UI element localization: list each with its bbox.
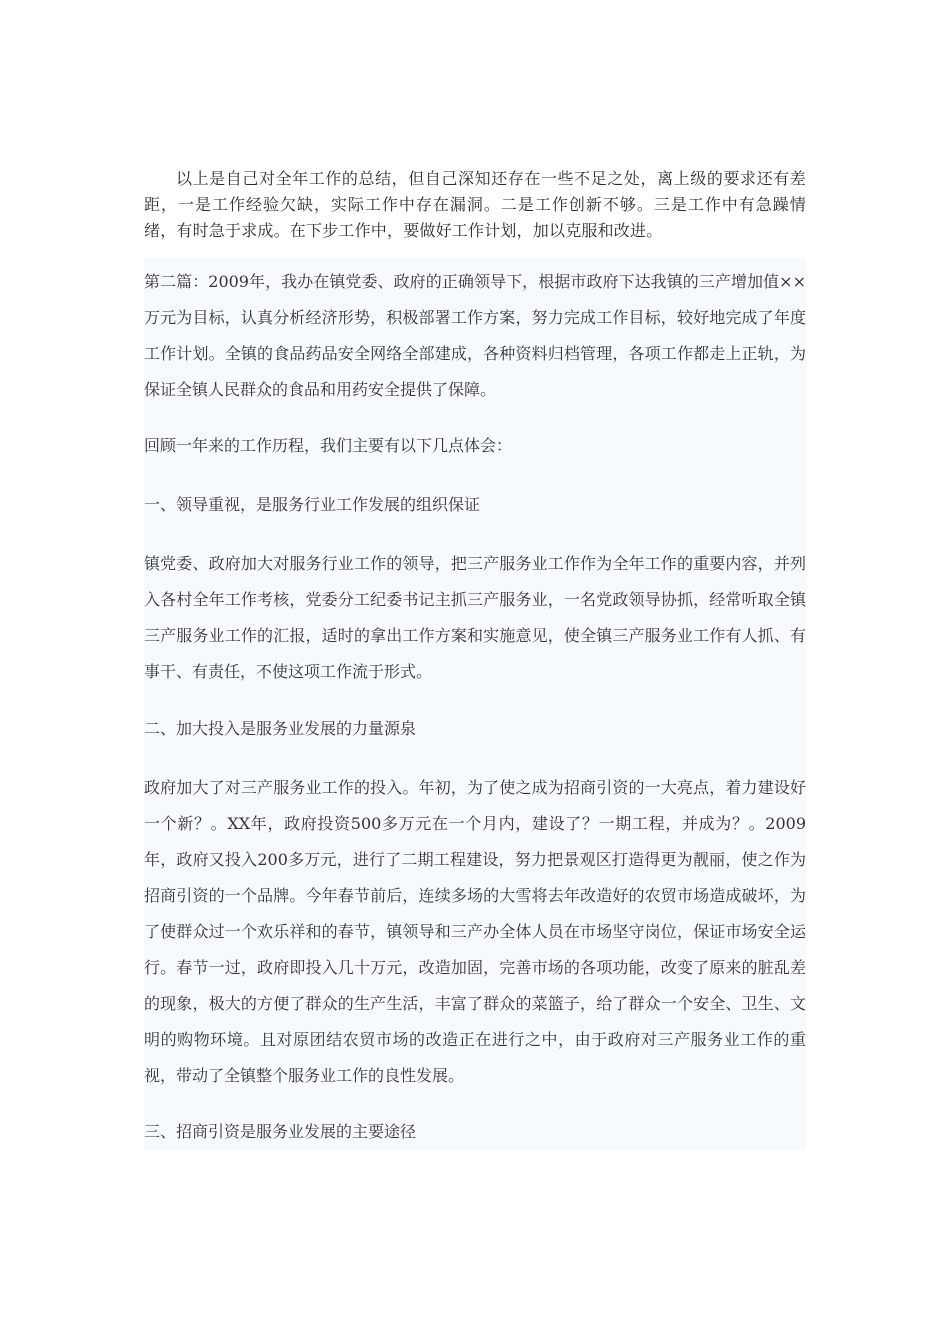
article-paragraph-reflection: 回顾一年来的工作历程，我们主要有以下几点体会： <box>144 436 513 455</box>
article-paragraph-section-2: 政府加大了对三产服务业工作的投入。年初，为了使之成为招商引资的一大亮点，着力建设好一个新？。XX年，政府投资500多万元在一个月内，建设了？一期工程，并成为？。2009年，政府又投入200多万元，进行了二期工程建设，努力把景观区打造得更为靓丽，使之作为招商引资的一个品牌。今年春节前后，连续多场的大雪将去年改造好的农贸市场造成破坏，为了使群众过一个欢乐祥和的春节，镇领导和三产办全体人员在市场坚守岗位，保证市场安全运行。春节一过，政府即投入几十万元，改造加固，完善市场的各项功能，改变了原来的脏乱差的现象，极大的方便了群众的生产生活，丰富了群众的菜篮子，给了群众一个安全、卫生、文明的购物环境。且对原团结农贸市场的改造正在进行之中，由于政府对三产服务业工作的重视，带动了全镇整个服务业工作的良性发展。 <box>144 778 806 1085</box>
article-block <box>144 258 806 1150</box>
intro-paragraph: 以上是自己对全年工作的总结，但自己深知还存在一些不足之处，离上级的要求还有差距，一是工作经验欠缺，实际工作中存在漏洞。二是工作创新不够。三是工作中有急躁情绪，有时急于求成。在下步工作中，要做好工作计划，加以克服和改进。 <box>144 169 806 240</box>
section-heading-2: 二、加大投入是服务业发展的力量源泉 <box>144 719 417 738</box>
article-paragraph-section-1: 镇党委、政府加大对服务行业工作的领导，把三产服务业工作作为全年工作的重要内容，并列入各村全年工作考核，党委分工纪委书记主抓三产服务业，一名党政领导协抓，经常听取全镇三产服务业工作的汇报，适时的拿出工作方案和实施意见，使全镇三产服务业工作有人抓、有事干、有责任，不使这项工作流于形式。 <box>144 554 806 681</box>
section-heading-3: 三、招商引资是服务业发展的主要途径 <box>144 1122 417 1141</box>
section-heading-1: 一、领导重视，是服务行业工作发展的组织保证 <box>144 495 481 514</box>
intro-section <box>144 166 806 244</box>
article-paragraph-opening: 第二篇：2009年，我办在镇党委、政府的正确领导下，根据市政府下达我镇的三产增加值××万元为目标，认真分析经济形势，积极部署工作方案，努力完成工作目标，较好地完成了年度工作计划。全镇的食品药品安全网络全部建成，各种资料归档管理，各项工作都走上正轨，为保证全镇人民群众的食品和用药安全提供了保障。 <box>144 272 806 399</box>
